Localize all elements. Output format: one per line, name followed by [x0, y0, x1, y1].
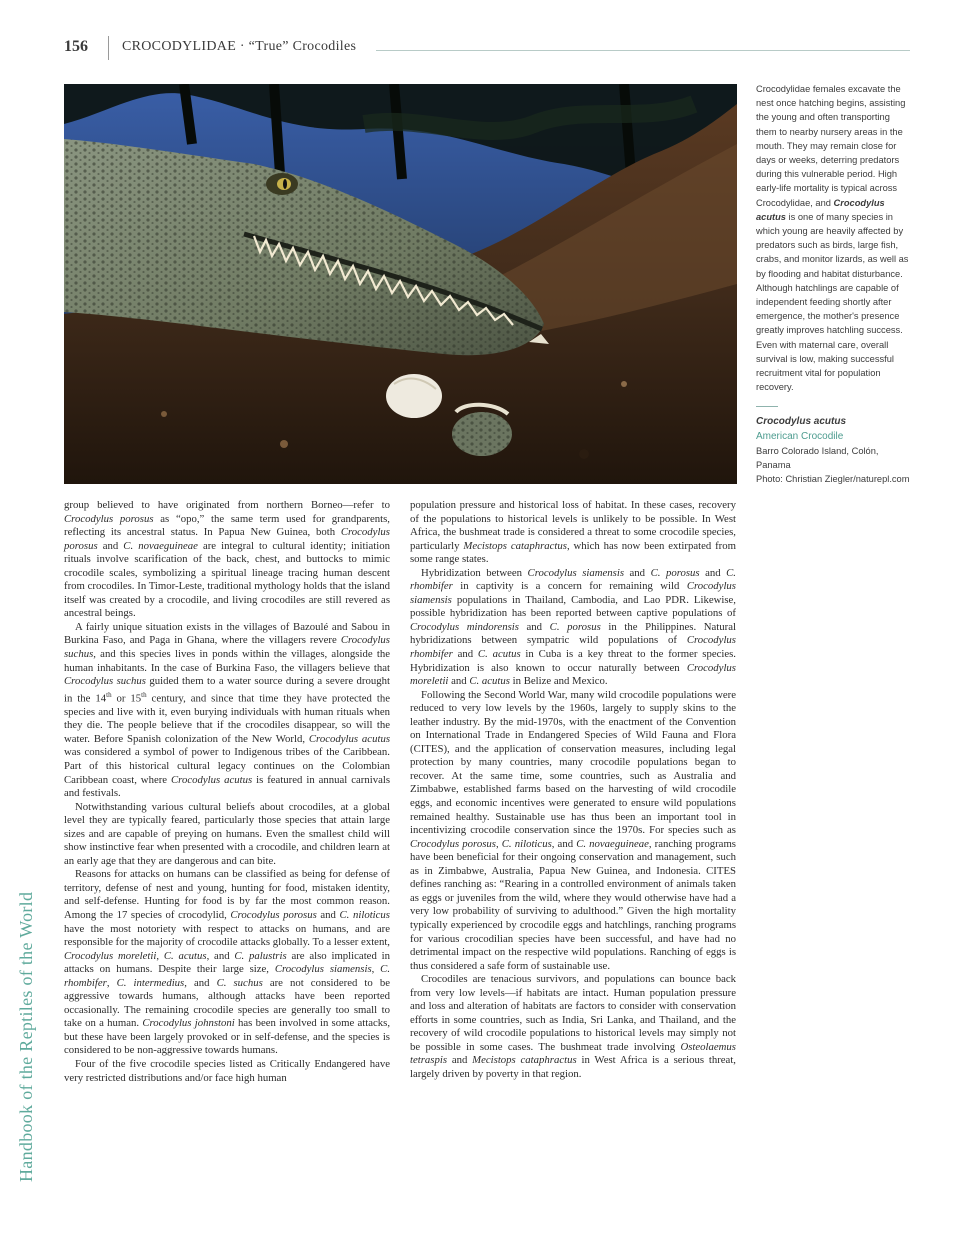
- book-side-title: Handbook of the Reptiles of the World: [16, 891, 36, 1182]
- header-divider: [108, 36, 109, 60]
- species-name: Crocodylus johnstoni: [142, 1017, 235, 1030]
- species-name: C. porosus: [650, 566, 700, 579]
- species-name: Crocodylus acutus: [308, 732, 390, 745]
- page-number: 156: [64, 38, 88, 55]
- caption-credit: Photo: Christian Ziegler/naturepl.com: [756, 474, 910, 485]
- species-name: C. acutus: [163, 949, 207, 962]
- species-name: Crocodylus suchus: [64, 675, 146, 688]
- photo-caption: [756, 82, 912, 486]
- species-name: C. palustris: [234, 949, 287, 962]
- body-paragraph: Reasons for attacks on humans can be classified as being for defense of territory, defense of nest and young, hunting for food, mistaken identity, and self-defense. Hunting for food is by far the most common reason. Among the 17 species of crocodylid, Crocodylus porosus and C. niloticus have the most notoriety with respect to attacks on humans, and are responsible for the majority of crocodile attacks globally. To a lesser extent, Crocodylus moreletii, C. acutus, and C. palustris are also implicated in attacks on humans. Despite their large size, Crocodylus siamensis, C. rhombifer, C. intermedius, and C. suchus are not considered to be aggressive towards humans, although attacks have been reported occasionally. The remaining crocodile species are generally too small to take on a human. Crocodylus johnstoni has been involved in some attacks, but these have been largely provoked or in self-defense, and the species is considered to be non-aggressive towards humans.: [64, 868, 391, 1057]
- body-column-right: [410, 499, 736, 1082]
- species-name: Mecistops cataphractus: [463, 539, 567, 552]
- body-paragraph: group believed to have originated from northern Borneo—refer to Crocodylus porosus as “opo,” the same term used for grandparents, reflecting its ancestral status. In Papua New Guinea, both Crocodylus porosus and C. novaeguineae are integral to cultural identity; initiation rituals involve scarification of the back, chest, and buttocks to mimic crocodile scales, symbolizing a spiritual lineage tracing human descent from crocodiles. In Timor-Leste, traditional mythology holds that the island itself was created by a crocodile, and living crocodiles are still revered as ancestral beings.: [64, 499, 390, 620]
- body-paragraph: population pressure and historical loss of habitat. In these cases, recovery of the populations to historical levels is unlikely to be possible. In West Africa, the bushmeat trade is considered a threat to some crocodile species, particularly Mecistops cataphractus, which has now been extirpated from some range states.: [410, 499, 736, 566]
- caption-location: Barro Colorado Island, Colón, Panama: [756, 445, 879, 471]
- species-name: Crocodylus suchus: [64, 634, 390, 661]
- ordinal-suffix: th: [106, 690, 112, 699]
- species-name: C. suchus: [216, 976, 263, 989]
- species-name: C. novaeguineae: [576, 837, 649, 850]
- species-name: Crocodylus porosus: [64, 526, 390, 552]
- species-name: Crocodylus acutus: [171, 773, 253, 786]
- caption-species-inline: Crocodylus acutus: [756, 197, 885, 222]
- species-name: Crocodylus moreletii: [410, 661, 736, 688]
- ordinal-suffix: th: [141, 690, 147, 699]
- species-name: C. intermedius: [116, 976, 185, 989]
- species-name: Crocodylus siamensis: [410, 580, 736, 606]
- species-name: Crocodylus rhombifer: [410, 634, 736, 661]
- body-column-left: [64, 499, 390, 1085]
- caption-divider: [756, 406, 778, 407]
- species-name: C. niloticus: [501, 837, 552, 850]
- species-name: Mecistops cataphractus: [472, 1054, 577, 1067]
- species-name: Crocodylus porosus: [64, 512, 154, 525]
- body-paragraph: A fairly unique situation exists in the villages of Bazoulé and Sabou in Burkina Faso, and Paga in Ghana, where the villagers revere Crocodylus suchus, and this species lives in ponds within the villages, alongside the human inhabitants. In the case of Burkina Faso, the villagers believe that Crocodylus suchus guided them to a water source during a severe drought in the 14th or 15th century, and since that time they have protected the species and live with it, even burying individuals with human rituals when they die. The people believe that if the crocodiles disappear, so will the water. Before Spanish colonization of the New World, Crocodylus acutus was considered a symbol of power to Indigenous tribes of the Caribbean. Part of this historical cultural legacy continues on the Colombian Caribbean coast, where Crocodylus acutus is featured in annual carnivals and festivals.: [64, 620, 391, 800]
- species-name: C. novaeguineae: [123, 539, 198, 552]
- caption-text: Crocodylidae females excavate the nest once hatching begins, assisting the young and often transporting them to nearby nursery areas in the mouth. They may remain close for days or weeks, deterring predators during this vulnerable period. High early-life mortality is typical across Crocodylidae, and Crocodylus acutus is one of many species in which young are heavily affected by predators such as birds, large fish, crabs, and monitor lizards, as well as by flooding and habitat disturbance. Although hatchlings are capable of independent feeding shortly after emergence, the mother's presence greatly improves hatchling success. Even with maternal care, overall survival is low, making successful recruitment vital for population recovery.: [756, 84, 909, 393]
- crocodile-nest-photo: [64, 84, 737, 484]
- header-rule: [376, 50, 910, 51]
- caption-species: Crocodylus acutus: [756, 416, 847, 428]
- species-name: Crocodylus mindorensis: [410, 620, 519, 633]
- body-paragraph: Four of the five crocodile species listed as Critically Endangered have very restricted distributions and/or face high human: [64, 1058, 390, 1084]
- species-name: C. porosus: [549, 620, 601, 633]
- body-paragraph: Notwithstanding various cultural beliefs about crocodiles, at a global level they are typically feared, particularly those species that attain large sizes and are capable of preying on humans. Even the smallest child will show instinctive fear when presented with a crocodile, and children learn at an early age that they are dangerous and can bite.: [64, 800, 390, 867]
- species-name: Crocodylus porosus: [230, 908, 317, 921]
- body-paragraph: Crocodiles are tenacious survivors, and populations can bounce back from very low levels—if habitats are intact. Human population pressure and loss and alteration of habitats are factors to consider with conservation efforts in some countries, such as India, Sri Lanka, and Thailand, and the recovery of wild crocodile populations to historical levels may simply not be possible in some cases. The bushmeat trade involving Osteolaemus tetraspis and Mecistops cataphractus in West Africa is a serious threat, largely driven by poverty in that region.: [410, 973, 736, 1080]
- running-header: [64, 38, 910, 62]
- running-title: CROCODYLIDAE · “True” Crocodiles: [122, 39, 357, 54]
- species-name: C. acutus: [477, 648, 521, 661]
- species-name: C. acutus: [469, 675, 510, 688]
- species-name: Osteolaemus tetraspis: [410, 1040, 736, 1067]
- body-paragraph: Hybridization between Crocodylus siamensis and C. porosus and C. rhombifer in captivity is a concern for remaining wild Crocodylus siamensis populations in Thailand, Cambodia, and Lao PDR. Likewise, possible hybridization has been reported between captive populations of Crocodylus mindorensis and C. porosus in the Philippines. Natural hybridizations between sympatric wild populations of Crocodylus rhombifer and C. acutus in Cuba is a key threat to the former species. Hybridization is also known to occur naturally between Crocodylus moreletii and C. acutus in Belize and Mexico.: [410, 566, 737, 688]
- body-paragraph: Following the Second World War, many wild crocodile populations were reduced to very low levels by the 1960s, largely to supply skins to the leather industry. By the mid-1970s, with the enactment of the Convention on International Trade in Endangered Species of Wild Fauna and Flora (CITES), and the application of conservation measures, including legal protection by many countries, many crocodile populations began to recover. At the same time, some countries, such as Australia and Zimbabwe, established farms based on the harvesting of wild crocodile eggs, and economic incentives were generated to ensure wild populations remained healthy. Sustainable use has thus been an important tool in incentivizing crocodile conservation since the 1970s. For species such as Crocodylus porosus, C. niloticus, and C. novaeguineae, ranching programs have been beneficial for their ongoing conservation and management, such as in Zimbabwe, Australia, Papua New Guinea, and Indonesia. CITES defines ranching as: “Rearing in a controlled environment of animals taken as eggs or juveniles from the wild, where they would otherwise have had a very low probability of surviving to adulthood.” Given the high mortality typically experienced by crocodile eggs and hatchlings, ranching programs for various crocodilian species have been successful, and have had no detrimental impact on the respective wild populations. Ranching of eggs is thus considered a safe form of sustainable use.: [410, 688, 736, 972]
- species-name: Crocodylus porosus: [410, 837, 496, 850]
- species-name: C. rhombifer: [410, 566, 736, 593]
- species-name: C. rhombifer: [64, 963, 391, 989]
- caption-common-name: American Crocodile: [756, 430, 844, 442]
- species-name: Crocodylus siamensis: [527, 566, 625, 579]
- species-name: Crocodylus moreletii: [64, 949, 157, 962]
- species-name: Crocodylus siamensis: [274, 963, 372, 976]
- species-name: C. niloticus: [339, 908, 390, 921]
